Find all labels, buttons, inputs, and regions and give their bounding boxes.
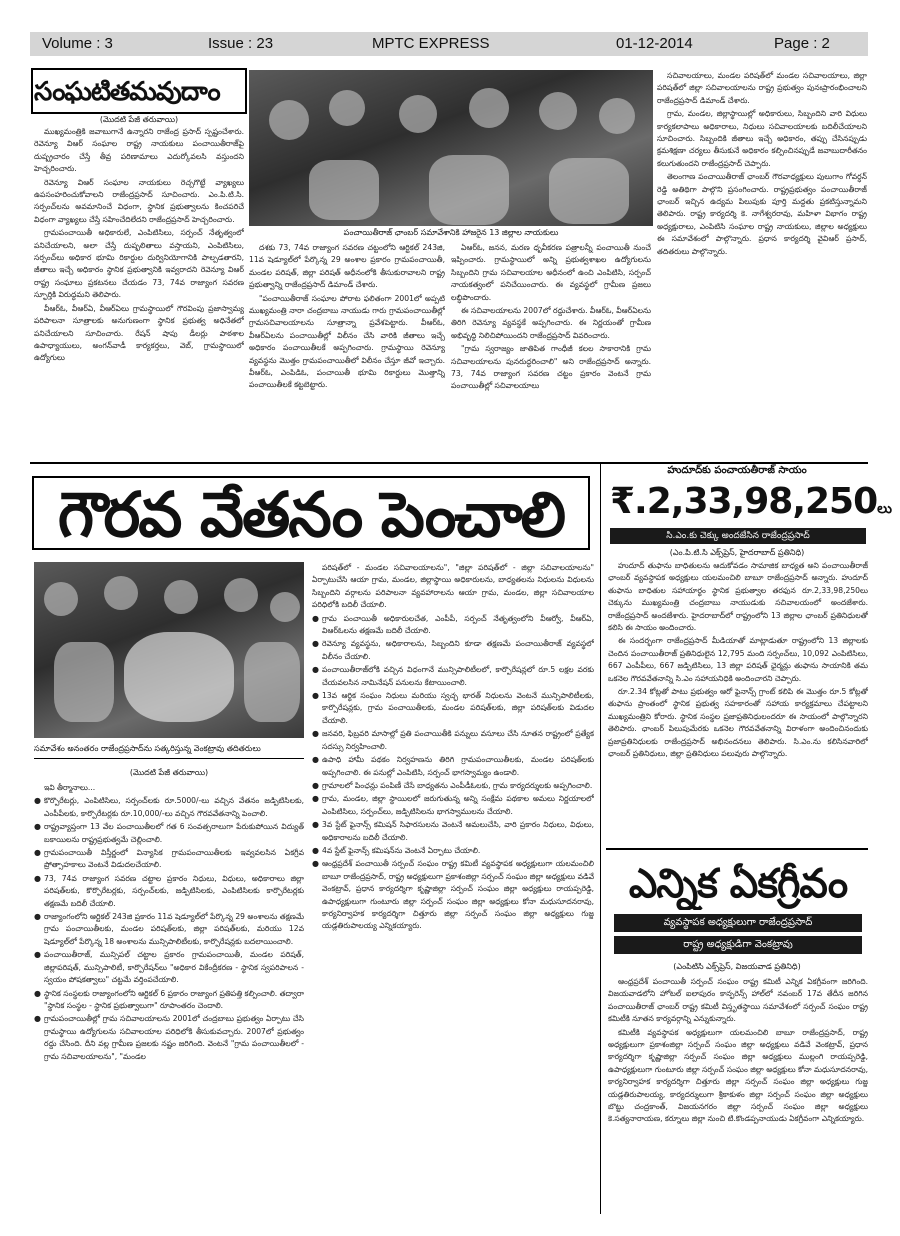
story1-headline: సంఘటితమవుదాం [34, 77, 220, 107]
column-divider [600, 464, 601, 1214]
paragraph: గ్రామపంచాయితీ అధికారులే, ఎంపిటిసిలు, సర్పంచ్ నేతృత్వంలో పనిచేయాలని, అలా చేస్తే దుష్ఫలితాలు వస్తాయని, ఎంపిటిసిలు, సర్పంచ్‌లు అధికార భూమి రికార్డుల దుర్వినియోగానికి పాల్పడతారని, జీతాలు ఇచ్చే అధికారం స్థానిక ప్రభుత్వానికి ఇవ్వరాదని రెవెన్యూ విఆర్ రాష్ట్ర సంఘాలు ప్రకటనలు చేయడం 73, 74వ రాజ్యాంగ సవరణ స్ఫూర్తికి విరుద్ధమని తెలిపారు. [34, 228, 244, 300]
story2-headline: గౌరవ వేతనం పెంచాలి [32, 476, 590, 550]
resolution-item: ● జనవరి, ఫిబ్రవరి మాసాల్లో ప్రతి పంచాయితీకి పన్నులు వసూలు చేసి నూతన రాష్ట్రంలో ప్రత్యేక సదస్సు నిర్వహించాలి. [312, 728, 594, 753]
page-number: Page : 2 [774, 35, 830, 52]
paragraph: ఆంధ్రప్రదేశ్ పంచాయితీ సర్పంచ్ సంఘం రాష్ట్ర కమిటీ ఎన్నిక ఏకగ్రీవంగా జరిగింది. విజయవాడలోని హోటల్ ఐలాపురం కాన్ఫరెన్స్ హాల్‌లో నవంబర్ 17వ తేదీన జరిగిన పంచాయితీరాజ్ ఛాంబర్ రాష్ట్ర కమిటీ విస్తృతస్థాయి సమావేశంలో సర్పంచ్ సంఘం రాష్ట్ర కమిటీకి నూతన కార్యవర్గాన్ని ఎన్నుకున్నారు. [608, 977, 868, 1024]
amount-value: ₹.2,33,98,250 [610, 481, 878, 522]
story2-col2 [312, 562, 594, 1212]
paragraph: సచివాలయాలు, మండల పరిషత్‌లో మండల సచివాలయాలు, జిల్లా పరిషత్‌లో జిల్లా సచివాలయాలను రాష్ట్ర ప్రభుత్వం పునఃప్రారంభించాలని రాజేంద్రప్రసాద్ డిమాండ్ చేశారు. [657, 71, 867, 105]
story2-cont-note: (మొదటి పేజీ తరువాయి) [129, 768, 209, 777]
paragraph: ఈ సచివాలయాలను 2007లో రద్దుచేశారు. వీఆర్ఓ, వీఆర్ఏలను తిరిగి రెవెన్యూ వ్యవస్థకే అప్పగించారు. ఈ నిర్ణయంతో గ్రామీణ అభివృద్ధి నిలిచిపోయిందని రాజేంద్రప్రసాద్ వివరించారు. [451, 306, 651, 340]
story3-body [608, 560, 868, 842]
story4-subheadline-1: వ్యవస్థాపక అధ్యక్షులుగా రాజేంద్రప్రసాద్ [614, 914, 862, 932]
paragraph: "గ్రామ స్వరాజ్యం జాతిపిత గాంధీజీ కలల సాకారానికి గ్రామ సచివాలయాలను పునరుద్ధరించాలి" అని రాజేంద్రప్రసాద్ అన్నారు. 73, 74వ రాజ్యాంగ సవరణ చట్టం ప్రకారం వెంటనే గ్రామ పంచాయితీల్లో సచివాలయాలు [451, 344, 651, 391]
paragraph: "పంచాయితీరాజ్ సంఘాల పోరాట ఫలితంగా 2001లో అప్పటి ముఖ్యమంత్రి నారా చంద్రబాబు నాయుడు గారు గ్రామపంచాయితీల్లో గ్రామసచివాలయాలను సూత్రాన్నా ప్రవేశపెట్టారు. వీఆర్ఓ, వీఆర్ఏలను పంచాయితీల్లో విలీనం చేసి వారికి జీతాలు ఇచ్చే అధికారం పంచాయితీలకే అప్పగించారు. గ్రామస్థాయి రెవెన్యూ వ్యవస్థను మొత్తం గ్రామపంచాయితీలో విలీనం చేస్తూ జీవో ఇచ్చారు. వీఆర్ఓ, ఎంపిడిఓ, పంచాయితీ భూమి రికార్డులు మొత్తాన్ని పంచాయితీలకే కట్టబెట్టారు. [249, 293, 445, 390]
resolution-item: ● పంచాయితీరాజ్‌లోకి వచ్చిన విధంగానే మున్సిపాలిటీలలో, కార్పొరేషన్లలో రూ.5 లక్షల వరకు చేయవలసిన నామినేషన్ పనులను కేటాయించాలి. [312, 664, 594, 689]
resolution-item: ● రాజ్యాంగంలోని ఆర్టికల్ 243జి ప్రకారం 11వ షెడ్యూల్‌లో పేర్కొన్న 29 అంశాలను తక్షణమే గ్రామ పంచాయితీలకు, మండల పరిషత్‌లకు, జిల్లా పరిషత్‌లకు, మరియు 12వ షెడ్యూల్‌లో పేర్కొన్న 18 అంశాలను మున్సిపాలిటీలకు, కార్పొరేషన్లకు బదలాయించాలి. [34, 911, 304, 948]
volume-label: Volume : 3 [42, 35, 113, 52]
paragraph: రూ.2.34 కోట్లతో పాటు ప్రభుత్వం ఆరో ఫైనాన్స్ గ్రాంట్ కలిపి ఈ మొత్తం రూ.5 కోట్లతో తుఫాను ప్రాంతంలో స్థానిక ప్రభుత్వ సహకారంతో సహాయ కార్యక్రమాలు చేపట్టాలని ముఖ్యమంత్రిని కోరారు. స్థానిక సంస్థల ప్రజాప్రతినిధులందరూ ఈ సాయంలో పాల్గొన్నారని తెలిపారు. ఛాంబర్ పిలుపుమేరకు ఒకనెల గౌరవవేతనాన్ని విరాళంగా అందించినందుకు ప్రజాప్రతినిధులకు రాజేంద్రప్రసాద్ అభినందనలు తెలిపారు. సి.ఎం.ను కలిసినవారిలో ఛాంబర్ ప్రతినిధులు, జిల్లా ప్రతినిధులు పలువురు పాల్గొన్నారు. [608, 687, 868, 759]
paragraph: ఏఆర్ఓ, జనన, మరణ ధృవీకరణ పత్రాలన్నీ పంచాయితీ నుంచే ఇప్పించారు. గ్రామస్థాయిలో అన్ని ప్రభుత్వశాఖల ఉద్యోగులను సిబ్బందిని గ్రామ సచివాలయాల అధీనంలో ఉంచి ఎంపిటిసి, సర్పంచ్ నాయకత్వంలో పనిచేయించారు. ఈ వ్యవస్థలో గ్రామీణ ప్రజలు లబ్ధిపొందారు. [451, 243, 651, 302]
resolution-item: ● గ్రామపంచాయితీల్లో గ్రామ సచివాలయాలను 2001లో చంద్రబాబు ప్రభుత్వం ఏర్పాటు చేసి గ్రామస్థాయి ఉద్యోగులను సచివాలయాల పరిధిలోకి తీసుకువచ్చారు. 2007లో ప్రభుత్వం రద్దు చేసింది. దీని వల్ల గ్రామీణ ప్రజలకు నష్టం జరిగింది. వెంటనే "గ్రామ పంచాయితీలలో - గ్రామ సచివాలయాలను", "మండల [34, 1013, 304, 1063]
story4-subheadline-2: రాష్ట్ర అధ్యక్షుడిగా వెంకట్రావు [614, 936, 862, 954]
resolution-item: ● 73, 74వ రాజ్యాంగ సవరణ చట్టాల ప్రకారం నిధులు, విధులు, అధికారాలు జిల్లా పరిషత్‌లకు, కొర్పొరేటర్లకు, సర్పంచ్‌లకు, జడ్పిటిసిలకు, ఎంపిటిసిలకు కార్పొరేటర్లకు తక్షణమే బదిలీ చేయాలి. [34, 873, 304, 910]
paragraph: కమిటీకి వ్యవస్థాపక అధ్యక్షులుగా యలమంచిలి బాబూ రాజేంద్రప్రసాద్, రాష్ట్ర అధ్యక్షులుగా ప్రకాశంజిల్లా సర్పంచ్ సంఘం జిల్లా అధ్యక్షులు వడివే వెంకట్రావ్, ప్రధాన కార్యదర్శిగా కృష్ణాజిల్లా సర్పంచ్ సంఘం జిల్లా అధ్యక్షులు ముల్లంగి రాయప్పరెడ్డి, ఉపాధ్యక్షులుగా గుంటూరు జిల్లా సర్పంచ్ సంఘం జిల్లా అధ్యక్షులు కోనా మధుసూదనరావు, కార్యనిర్వాహక కార్యదర్శిగా చిత్తూరు జిల్లా సర్పంచ్ సంఘం జిల్లా అధ్యక్షులు గుజ్జ యడ్లతిరుపాలయ్య, కార్యదర్శులుగా శ్రీకాకుళం జిల్లా సర్పంచ్ సంఘం జిల్లా అధ్యక్షులు బొట్టు చంద్రకాంత్, విజయనగరం జిల్లా సర్పంచ్ సంఘం జిల్లా అధ్యక్షులు కె.సత్యనారాయణ, కర్నూలు జిల్లా నుంచి టి.కొండప్పనాయుడు ఏకగ్రీవంగా ఎన్నికయ్యారు. [608, 1027, 868, 1124]
resolution-item: ● రాష్ట్రవ్యాప్తంగా 13 వేల పంచాయితీలలో గత 6 సంవత్సరాలుగా పేరుకుపోయిన విద్యుత్ బకాయిలను రాష్ట్రప్రభుత్వమే చెల్లించాలి. [34, 821, 304, 846]
resolution-item: ● గ్రామాలలో పింఛన్లు పంపిణీ చేసే బాధ్యతను ఎంపీడీఓలకు, గ్రామ కార్యదర్శులకు అప్పగించాలి. [312, 780, 594, 792]
paragraph: దశకు 73, 74వ రాజ్యాంగ సవరణ చట్టంలోని ఆర్టికల్ 243జి, 11వ షెడ్యూల్‌లో పేర్కొన్న 29 అంశాల ప్రకారం గ్రామపంచాయితీ, మండల పరిషత్, జిల్లా పరిషత్ అధీనంలోకి తీసుకురావాలని రాష్ట్ర ప్రభుత్వాన్ని రాజేంద్రప్రసాద్ డిమాండ్ చేశారు. [249, 243, 445, 290]
leaders-photo-caption: పంచాయితీరాజ్ ఛాంబర్ సమావేశానికి హాజరైన 13 జిల్లాల నాయకులు [343, 228, 559, 237]
story4-headline: ఎన్నిక ఏకగ్రీవం [628, 861, 848, 907]
paragraph: హుదూద్ తుఫాను బాధితులను ఆదుకోవడం సామాజిక బాధ్యత అని పంచాయితీరాజ్ ఛాంబర్ వ్యవస్థాపక అధ్యక్షులు యలమంచిలి బాబూ రాజేంద్రప్రసాద్ అన్నారు. హుదూద్ తుఫాను బాధితుల సహాయార్థం స్థానిక ప్రభుత్వాల తరఫున రూ.2,33,98,250లు చెక్కును ముఖ్యమంత్రి చంద్రబాబు నాయుడుకు సచివాలయంలో అందజేశారు. రాజేంద్రప్రసాద్ అందజేశారు. హైదరాబాద్‌లో రాష్ట్రంలోని 13 జిల్లాల ఛాంబర్ ప్రతినిధులతో కలిసి ఈ సాయం అందించారు. [608, 561, 868, 633]
resolution-item: ● స్థానిక సంస్థలకు రాజ్యాంగంలోని ఆర్టికల్ 6 ప్రకారం రాజ్యాంగ ప్రతిపత్తి కల్పించాలి. తద్వారా "స్థానిక సంస్థల - స్థానిక ప్రభుత్వాలుగా" రూపాంతరం చెందాలి. [34, 988, 304, 1013]
resolution-item: ● గ్రామ, మండల, జిల్లా స్థాయిలలో జరుగుతున్న అన్ని సంక్షేమ పథకాల అమలు నిర్ణయాలలో ఎంపిటిసిలు, సర్పంచ్‌లు, జడ్పిటిసిలను భాగస్వాములను చేయాలి. [312, 793, 594, 818]
paragraph: తెలంగాణ పంచాయితీరాజ్ ఛాంబర్ గౌరవాధ్యక్షులు పులుగాం గోవర్ధన్ రెడ్డి అతిథిగా పాల్గొని ప్రసంగించారు. రాష్ట్రప్రభుత్వం పంచాయితీరాజ్ ఛాంబర్ ఇచ్చిన ఉద్యమ పిలుపుకు పూర్తి మద్దతు ప్రకటిస్తున్నామని తెలిపారు. రాష్ట్ర కార్యదర్శి కె. నాగేశ్వరరావు, మహిళా విభాగం రాష్ట్ర అధ్యక్షురాలు, ఎంపిటిసి సంఘాల రాష్ట్ర నాయకులు, జిల్లాల అధ్యక్షులు ఈ సమావేశంలో పాల్గొన్నారు. ప్రధాన కార్యదర్శి వైవిఆర్ ప్రసాద్, తదితరులు పాల్గొన్నారు. [657, 172, 867, 256]
story3-source: (ఎం.పి.టి.సి ఎక్స్‌ప్రెస్, హైదరాబాద్ ప్రతినిధి) [669, 548, 805, 557]
story3-kicker: హుదూద్‌కు పంచాయతీరాజ్ సాయం [667, 465, 807, 476]
story2-col1 [34, 782, 304, 1212]
issue-date: 01-12-2014 [616, 35, 693, 52]
story1-cont-note: (మొదటి పేజీ తరువాయి) [99, 115, 179, 124]
paragraph: పరిషత్‌లో - మండల సచివాలయాలను", "జిల్లా పరిషత్‌లో - జిల్లా సచివాలయాలను" ఏర్పాటుచేసి ఆయా గ్రామ, మండల, జిల్లాస్థాయి అధికారులను, బాధ్యతలను నిధులను విధులను సిబ్బందిని వర్గాలను పరిపాలనా వ్యవహారాలను ఆయా గ్రామ, మండల, జిల్లా సచివాలయాల పరిధిలోకి బదిలీ చేయాలి. [312, 563, 594, 610]
story1-col4 [657, 70, 867, 458]
resolution-item: ● 3వ స్టేట్ ఫైనాన్స్ కమిషన్ సిఫారసులను వెంటనే అమలుచేసి, వారి ప్రకారం నిధులు, విధులు, అధికారాలను బదిలీ చేయాలి. [312, 819, 594, 844]
paragraph: గ్రామ, మండల, జిల్లాస్థాయిల్లో అధికారులు, సిబ్బందిని వారి విధులు కార్యకలాపాలు అధికారాలు, నిధులు సచివాలయాలకు బదిలీచేయాలని సూచించారు. సిబ్బందికి జీతాలు ఇచ్చే అధికారం, తప్పు చేసినప్పుడు క్రమశిక్షణా చర్యలు తీసుకునే అధికారం కల్పించినప్పుడే జవాబుదారీతనం కలుగుతుందని రాజేంద్రప్రసాద్ చెప్పారు. [657, 109, 867, 168]
story4-body [608, 976, 868, 1212]
paragraph: ముఖ్యమంత్రికి జవాబుగానే ఉన్నారని రాజేంద్ర ప్రసాద్ స్పష్టంచేశారు. రెవెన్యూ విఆర్ సంఘాల రాష్ట్ర నాయకులు పంచాయితీరాజ్‌పై దుష్ప్రచారం చేస్తే తీవ్ర పరిణామాలు ఎదుర్కోవలసి వస్తుందని హెచ్చరించారు. [34, 127, 244, 174]
story1-col2 [249, 242, 445, 458]
felicitation-photo-caption: సమావేశం అనంతరం రాజేంద్రప్రసాద్‌ను సత్కరిస్తున్న వెంకట్రావు తదితరులు [34, 744, 261, 753]
paragraph: ఈ సందర్భంగా రాజేంద్రప్రసాద్ మీడియాతో మాట్లాడుతూ రాష్ట్రంలోని 13 జిల్లాలకు చెందిన పంచాయితీరాజ్ ప్రతినిధులైన 12,795 మంది సర్పంచ్‌లు, 10,092 ఎంపిటిసిలు, 667 ఎంపీపీలు, 667 జడ్పిటిసిలు, 13 జిల్లా పరిషత్ ఛైర్మన్లు తుఫాను సాయానికి తమ ఒకనెల గౌరవవేతనాన్ని సి.ఎం సహాయనిధికి అందించారని చెప్పారు. [608, 636, 868, 683]
resolution-item: ● కొర్పొరేటర్లు, ఎంపిటిసిలు, సర్పంచ్‌లకు రూ.5000/-లు వచ్చిన వేతనం జడ్పిటిసిలకు, ఎంపీపీలకు, కార్పొరేటర్లకు రూ.10,000/-లు వచ్చిన గౌరవవేతనాన్ని పెంచాలి. [34, 795, 304, 820]
paragraph: రెవెన్యూ విఆర్ సంఘాల నాయకులు రెచ్చగొట్టే వ్యాఖ్యలు ఉపసంహరించుకోవాలని రాజేంద్రప్రసాద్ సూచించారు. ఎం.పి.టి.సి. సర్పంచ్‌లను అవమానించే విధంగా, స్థానిక ప్రభుత్వాలను కించపరిచే విధంగా వ్యాఖ్యలు చేస్తే సహించేదిలేదని రాజేంద్రప్రసాద్ హెచ్చరించారు. [34, 177, 244, 224]
resolution-item: ● గ్రామపంచాయితీ విస్తీర్ణంలో విన్యాసిక గ్రామపంచాయితీలకు ఇవ్వవలసిన ఏకగ్రీవ ప్రోత్సాహకాలు వెంటనే విడుదలచేయాలి. [34, 847, 304, 872]
resolution-item: ● గ్రామ పంచాయితీ అధికారులచేత, ఎంపీపీ, సర్పంచ్ నేతృత్వంలోని వీఆర్వో, వీఆర్ఏ, విఆర్ఓలను తక్షణమే బదిలీ చేయాలి. [312, 613, 594, 638]
story4-source: (ఎంపిటిసి ఎక్స్‌ప్రెస్, విజయవాడ ప్రతినిధి) [673, 962, 801, 971]
divider [606, 848, 868, 850]
story1-col3 [451, 242, 651, 458]
resolution-item: ● ఆంధ్రప్రదేశ్ పంచాయితీ సర్పంచ్ సంఘం రాష్ట్ర కమిటీ వ్యవస్థాపక అధ్యక్షులుగా యలమంచిలి బాబూ రాజేంద్రప్రసాద్, రాష్ట్ర అధ్యక్షులుగా ప్రకాశంజిల్లా సర్పంచ్ సంఘం జిల్లా అధ్యక్షులు వడివే వెంకట్రావ్, ప్రధాన కార్యదర్శిగా కృష్ణాజిల్లా సర్పంచ్ సంఘం జిల్లా అధ్యక్షులు రాయప్పరెడ్డి, ఉపాధ్యక్షులుగా గుంటూరు జిల్లా సర్పంచ్ సంఘం జిల్లా అధ్యక్షులు కోనా మధుసూదనరావు, కార్యనిర్వాహక కార్యదర్శిగా చిత్తూరు జిల్లా సర్పంచ్ సంఘం జిల్లా అధ్యక్షులు గుజ్జ యడ్లతిరుపాలయ్య ఎన్నికయ్యారు. [312, 858, 594, 932]
paper-name: MPTC EXPRESS [372, 35, 490, 52]
paragraph: వీఆర్ఓ, వీఆర్ఏ, వీఆర్ఏలు గ్రామస్థాయిలో గౌరవింపు ప్రజాస్వామ్య పరిపాలనా సూత్రాలకు అనుగుణంగా స్థానిక ప్రభుత్వ అధినేతలో పనిచేయాలని సూచించారు. రేషన్ షాపు డీలర్లు పాఠశాల ఉపాధ్యాయులు, అంగన్‌వాడీ కార్యకర్తలు, వెబ్, గ్రామస్థాయిలో ఉద్యోగులు [34, 303, 244, 363]
leaders-meeting-photo [249, 70, 653, 226]
resolution-item: ● 13వ ఆర్థిక సంఘం నిధులు మరియు స్వచ్ఛ భారత్ నిధులను వెంటనే మున్సిపాలిటీలకు, కార్పొరేషన్లకు, గ్రామ పంచాయితీలకు, మండల పరిషత్‌లకు, జిల్లా పరిషత్‌లకు విడుదల చేయాలి. [312, 690, 594, 727]
divider [34, 758, 304, 759]
resolution-item: ● రెవెన్యూ వ్యవస్థను, అధికారాలను, సిబ్బందిని కూడా తక్షణమే పంచాయితీరాజ్ వ్యవస్థలో విలీనం చేయాలి. [312, 638, 594, 663]
relief-amount [610, 481, 891, 522]
story1-col1 [34, 126, 244, 458]
masthead-bar [30, 32, 868, 56]
issue-label: Issue : 23 [208, 35, 274, 52]
lead-text: ఇవి తీర్మానాలు... [44, 783, 96, 792]
story3-subheadline: సి.ఎం.కు చెక్కు అందజేసిన రాజేంద్రప్రసాద్ [610, 528, 866, 544]
felicitation-photo [34, 562, 304, 738]
resolution-item: ● పంచాయితీరాజ్, మున్సిపల్ చట్టాల ప్రకారం గ్రామపంచాయితీ, మండల పరిషత్, జిల్లాపరిషత్, మున్సిపాలిటీ, కార్పొరేషన్‌లు "అధికార వికేంద్రీకరణ - స్థానిక స్వపరిపాలన - స్వయం పోషకత్వాలు" చట్టమే వర్తింపచేయాలి. [34, 949, 304, 986]
amount-suffix: లు [877, 501, 891, 517]
resolution-item: ● ఉపాధి హామీ పథకం నిర్వహణను తిరిగి గ్రామపంచాయితీలకు, మండల పరిషత్‌లకు అప్పగించాలి. ఈ పనుల్లో ఎంపిటిసి, సర్పంచ్ భాగస్వామ్యం ఉండాలి. [312, 754, 594, 779]
resolution-item: ● 4వ స్టేట్ ఫైనాన్స్ కమిషన్‌ను వెంటనే ఏర్పాటు చేయాలి. [312, 845, 594, 857]
